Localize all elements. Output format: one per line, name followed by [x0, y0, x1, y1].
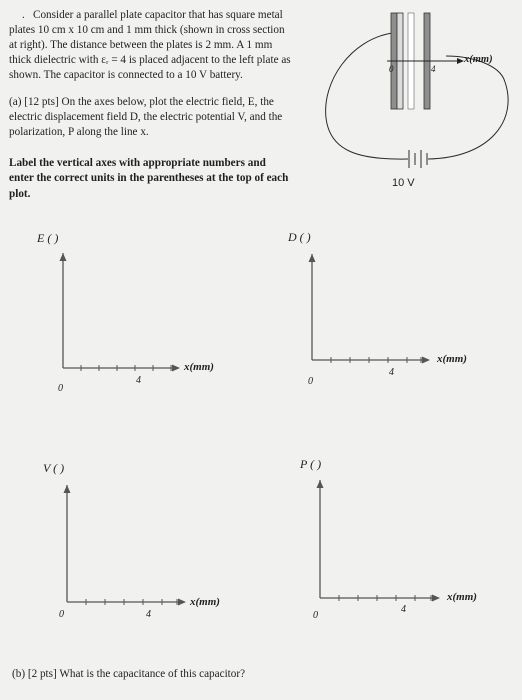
plot-p-axes — [317, 480, 441, 602]
e-four-label: 4 — [136, 375, 141, 386]
v-y-arrow-icon — [64, 485, 71, 493]
plot-e-axes — [60, 253, 181, 372]
intro-line-1: Consider a parallel plate capacitor that has square metal — [33, 9, 283, 21]
problem-bullet: . — [22, 9, 25, 21]
p-x-label: x(mm) — [447, 591, 477, 603]
p-four-label: 4 — [401, 604, 406, 615]
d-four-label: 4 — [389, 367, 394, 378]
e-x-arrow-icon — [172, 365, 180, 372]
instruction-line-1: Label the vertical axes with appropriate numbers and — [9, 157, 266, 169]
d-x-arrow-icon — [422, 357, 430, 364]
part-a-line-3: polarization, P along the line x. — [9, 126, 149, 138]
intro-line-2: plates 10 cm x 10 cm and 1 mm thick (shown in cross section — [9, 24, 285, 36]
d-y-label: D ( ) — [288, 230, 311, 244]
part-a-line-2: electric displacement field D, the electric potential V, and the — [9, 111, 283, 123]
diagram-mark-label: 4 — [431, 64, 436, 74]
v-x-label: x(mm) — [190, 596, 220, 608]
e-zero-label: 0 — [58, 383, 63, 394]
instruction-line-2: enter the correct units in the parentheses at the top of each — [9, 172, 289, 184]
e-y-arrow-icon — [60, 253, 67, 261]
plot-v-axes — [64, 485, 187, 606]
d-zero-label: 0 — [308, 376, 313, 387]
instruction-line-3: plot. — [9, 188, 31, 200]
v-four-label: 4 — [146, 609, 151, 620]
part-b-question: (b) [2 pts] What is the capacitance of this capacitor? — [12, 668, 246, 680]
intro-line-4: thick dielectric with εᵣ = 4 is placed adjacent to the left plate as — [9, 54, 291, 66]
battery-label: 10 V — [392, 177, 415, 189]
diagram-origin-label: 0 — [389, 64, 394, 74]
diagram-x-label: x(mm) — [464, 54, 493, 65]
p-zero-label: 0 — [313, 610, 318, 621]
e-y-label: E ( ) — [37, 231, 59, 245]
d-x-label: x(mm) — [437, 353, 467, 365]
d-y-arrow-icon — [309, 254, 316, 262]
part-a-line-1: (a) [12 pts] On the axes below, plot the electric field, E, the — [9, 96, 274, 108]
p-y-label: P ( ) — [300, 457, 322, 471]
p-x-arrow-icon — [432, 595, 440, 602]
intro-line-3: at right). The distance between the plates is 2 mm. A 1 mm — [9, 39, 273, 51]
v-zero-label: 0 — [59, 609, 64, 620]
p-y-arrow-icon — [317, 480, 324, 488]
e-x-label: x(mm) — [184, 361, 214, 373]
v-y-label: V ( ) — [43, 461, 65, 475]
v-x-arrow-icon — [178, 599, 186, 606]
plot-d-axes — [309, 254, 431, 364]
intro-line-5: shown. The capacitor is connected to a 10 V battery. — [9, 69, 243, 81]
